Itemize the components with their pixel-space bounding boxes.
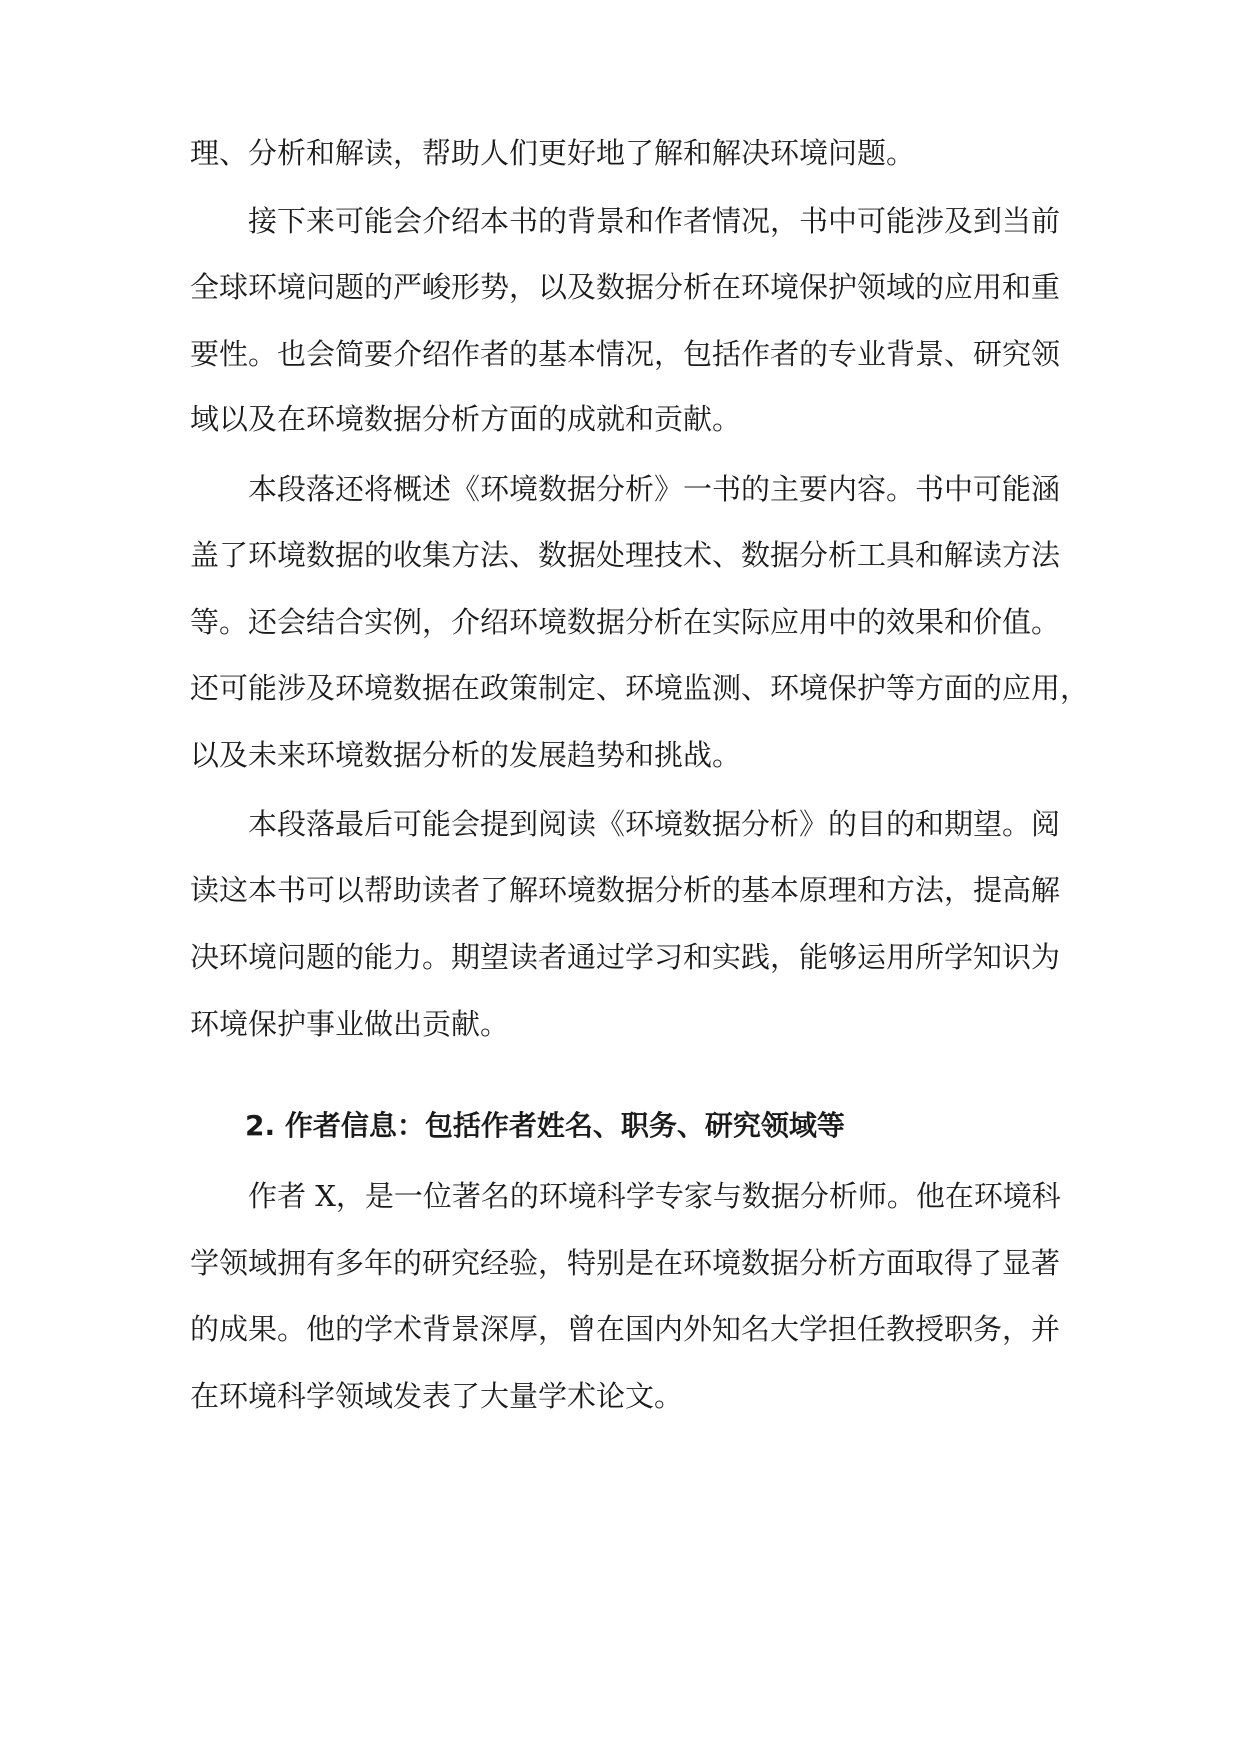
paragraph-4-line-1: 本段落最后可能会提到阅读《环境数据分析》的目的和期望。阅: [248, 807, 1061, 841]
paragraph-3-line-4: 还可能涉及环境数据在政策制定、环境监测、环境保护等方面的应用，: [190, 671, 1090, 705]
paragraph-4-line-2: 读这本书可以帮助读者了解环境数据分析的基本原理和方法，提高解: [190, 873, 1061, 907]
paragraph-3-line-2: 盖了环境数据的收集方法、数据处理技术、数据分析工具和解读方法: [190, 538, 1061, 572]
author-paragraph-line-2: 学领域拥有多年的研究经验，特别是在环境数据分析方面取得了显著: [190, 1246, 1061, 1280]
paragraph-4-line-4: 环境保护事业做出贡献。: [190, 1007, 510, 1041]
paragraph-3-line-3: 等。还会结合实例，介绍环境数据分析在实际应用中的效果和价值。: [190, 605, 1061, 639]
paragraph-3-line-5: 以及未来环境数据分析的发展趋势和挑战。: [190, 738, 742, 772]
paragraph-4-line-3: 决环境问题的能力。期望读者通过学习和实践，能够运用所学知识为: [190, 940, 1061, 974]
author-paragraph-line-4: 在环境科学领域发表了大量学术论文。: [190, 1379, 684, 1413]
section-heading: 2. 作者信息：包括作者姓名、职务、研究领域等: [245, 1109, 845, 1142]
paragraph-2-line-4: 域以及在环境数据分析方面的成就和贡献。: [190, 402, 742, 436]
author-paragraph-line-1: 作者 X，是一位著名的环境科学专家与数据分析师。他在环境科: [248, 1179, 1061, 1213]
document-page: [190, 0, 1090, 1754]
paragraph-3-line-1: 本段落还将概述《环境数据分析》一书的主要内容。书中可能涵: [248, 472, 1061, 506]
paragraph-1-line-1: 理、分析和解读，帮助人们更好地了解和解决环境问题。: [190, 136, 916, 170]
author-paragraph-line-3: 的成果。他的学术背景深厚，曾在国内外知名大学担任教授职务，并: [190, 1312, 1061, 1346]
paragraph-2-line-3: 要性。也会简要介绍作者的基本情况，包括作者的专业背景、研究领: [190, 337, 1061, 371]
paragraph-2-line-1: 接下来可能会介绍本书的背景和作者情况，书中可能涉及到当前: [248, 204, 1061, 238]
paragraph-2-line-2: 全球环境问题的严峻形势，以及数据分析在环境保护领域的应用和重: [190, 270, 1061, 304]
